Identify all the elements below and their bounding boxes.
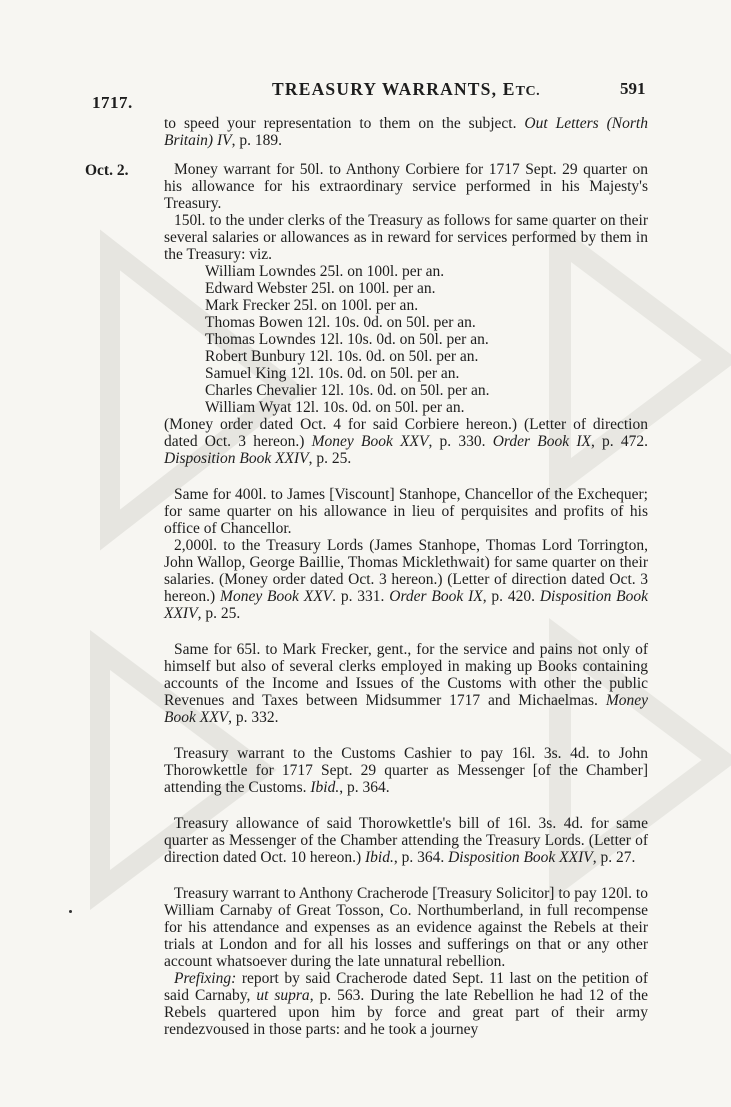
list-item: Mark Frecker 25l. on 100l. per an. — [205, 297, 419, 314]
header-year: 1717. — [92, 93, 133, 112]
stanhope-paragraph-1: Same for 400l. to James [Viscount] Stanhope, Chancellor of the Exchequer; for same quarter on his allowance in lieu of perquisites and profits of his office of Chancellor. — [164, 486, 648, 537]
carnaby-p2-tail: , p. 563. During the late Rebellion he had 12 of the Rebels quartered upon him by force and great part of their army rendezvoused in those parts: and he took a journey — [164, 987, 648, 1038]
thorowkettle2-ref-disposition-book: Disposition Book XXIV — [448, 849, 593, 866]
oct2-paragraph-1: Money warrant for 50l. to Anthony Corbiere for 1717 Sept. 29 quarter on his allowance for his extraordinary service performed in his Majesty's Treasury. — [164, 161, 648, 212]
stanhope-ref-order-book: Order Book IX — [389, 588, 483, 605]
carnaby-paragraph-2 — [164, 970, 648, 1038]
stanhope-tail: , p. 25. — [197, 605, 241, 622]
stanhope-mid2: , p. 420. — [482, 588, 540, 605]
running-head — [272, 79, 540, 100]
oct2-p3-ref-disposition-book: Disposition Book XXIV — [164, 450, 309, 467]
list-item: Thomas Bowen 12l. 10s. 0d. on 50l. per an. — [205, 314, 476, 331]
oct2-p3-ref-money-book: Money Book XXV — [311, 433, 429, 450]
thorowkettle2-mid: , p. 364. — [393, 849, 449, 866]
frecker-ref-money-book: Money Book XXV — [164, 692, 648, 726]
stanhope-ref-money-book: Money Book XXV — [220, 588, 333, 605]
stanhope-mid1: . p. 331. — [332, 588, 390, 605]
list-item: William Lowndes 25l. on 100l. per an. — [205, 263, 445, 280]
oct2-p3-text: (Money order dated Oct. 4 for said Corbiere hereon.) (Letter of direction dated Oct. 3 hereon.) — [164, 416, 648, 450]
running-head-smallcaps: TC. — [515, 84, 541, 99]
oct2-p3-mid2: , p. 472. — [590, 433, 648, 450]
oct2-paragraph-2: 150l. to the under clerks of the Treasury as follows for same quarter on their several salaries or allowances as in reward for services performed by them in the Treasury: viz. — [164, 212, 648, 263]
carnaby-prefixing-label: Prefixing: — [174, 970, 237, 987]
frecker-paragraph — [164, 641, 648, 726]
list-item: Robert Bunbury 12l. 10s. 0d. on 50l. per an. — [205, 348, 479, 365]
list-item: Charles Chevalier 12l. 10s. 0d. on 50l. per an. — [205, 382, 490, 399]
intro-paragraph — [164, 115, 648, 149]
thorowkettle2-text: Treasury allowance of said Thorowkettle's bill of 16l. 3s. 4d. for same quarter as Messenger of the Chamber attending the Treasury Lords. (Letter of direction dated Oct. 10 hereon.) — [164, 815, 648, 866]
frecker-text: Same for 65l. to Mark Frecker, gent., for the service and pains not only of himself but also of several clerks employed in making up Books containing accounts of the Income and Issues of the Customs with other the public Revenues and Taxes between Midsummer 1717 and Michaelmas. — [164, 641, 648, 709]
carnaby-paragraph-1: Treasury warrant to Anthony Cracherode [Treasury Solicitor] to pay 120l. to William Carnaby of Great Tosson, Co. Northumberland, in full recompense for his attendance and expenses as an evidence against the Rebels at their trials at London and for all his losses and sufferings on that or any other account whatsoever during the late unnatural rebellion. — [164, 885, 648, 970]
oct2-paragraph-3 — [164, 416, 648, 467]
thorowkettle2-ref-ibid: Ibid. — [365, 849, 394, 866]
running-head-main: TREASURY WARRANTS, E — [272, 79, 516, 99]
stanhope-paragraph-2 — [164, 537, 648, 622]
intro-text: to speed your representation to them on the subject. — [164, 115, 525, 132]
list-item: Samuel King 12l. 10s. 0d. on 50l. per an. — [205, 365, 460, 382]
thorowkettle1-text: Treasury warrant to the Customs Cashier to pay 16l. 3s. 4d. to John Thorowkettle for 1717 Sept. 29 quarter as Messenger [of the Chamber] attending the Customs. — [164, 745, 648, 796]
intro-reference: Out Letters (North Britain) IV — [164, 115, 648, 149]
thorowkettle-warrant-paragraph — [164, 745, 648, 796]
thorowkettle1-tail: , p. 364. — [339, 779, 390, 796]
list-item: Edward Webster 25l. on 100l. per an. — [205, 280, 436, 297]
clerk-list — [205, 263, 648, 416]
list-item: Thomas Lowndes 12l. 10s. 0d. on 50l. per an. — [205, 331, 489, 348]
oct2-p3-ref-order-book: Order Book IX — [492, 433, 591, 450]
oct2-p3-mid1: , p. 330. — [428, 433, 493, 450]
carnaby-p2-text: report by said Cracherode dated Sept. 11 last on the petition of said Carnaby, — [164, 970, 648, 1004]
page-number: 591 — [620, 79, 646, 98]
frecker-tail: , p. 332. — [228, 709, 279, 726]
stanhope-ref-disposition-book: Disposition Book XXIV — [164, 588, 649, 622]
carnaby-ref-ut-supra: ut supra — [256, 987, 310, 1004]
thorowkettle-allowance-paragraph — [164, 815, 648, 866]
date-oct-2: Oct. 2. — [85, 162, 129, 179]
thorowkettle1-ref: Ibid. — [310, 779, 340, 796]
text-column — [164, 115, 648, 1038]
thorowkettle2-tail: , p. 27. — [592, 849, 636, 866]
oct2-p3-tail: , p. 25. — [308, 450, 352, 467]
list-item: William Wyat 12l. 10s. 0d. on 50l. per an. — [205, 399, 465, 416]
intro-tail: , p. 189. — [231, 132, 282, 149]
margin-mark — [69, 910, 72, 913]
stanhope-p2-text: 2,000l. to the Treasury Lords (James Stanhope, Thomas Lord Torrington, John Wallop, George Baillie, Thomas Micklethwait) for same quarter on their salaries. (Money order dated Oct. 3 hereon.) (Letter of direction dated Oct. 3 hereon.) — [164, 537, 648, 605]
